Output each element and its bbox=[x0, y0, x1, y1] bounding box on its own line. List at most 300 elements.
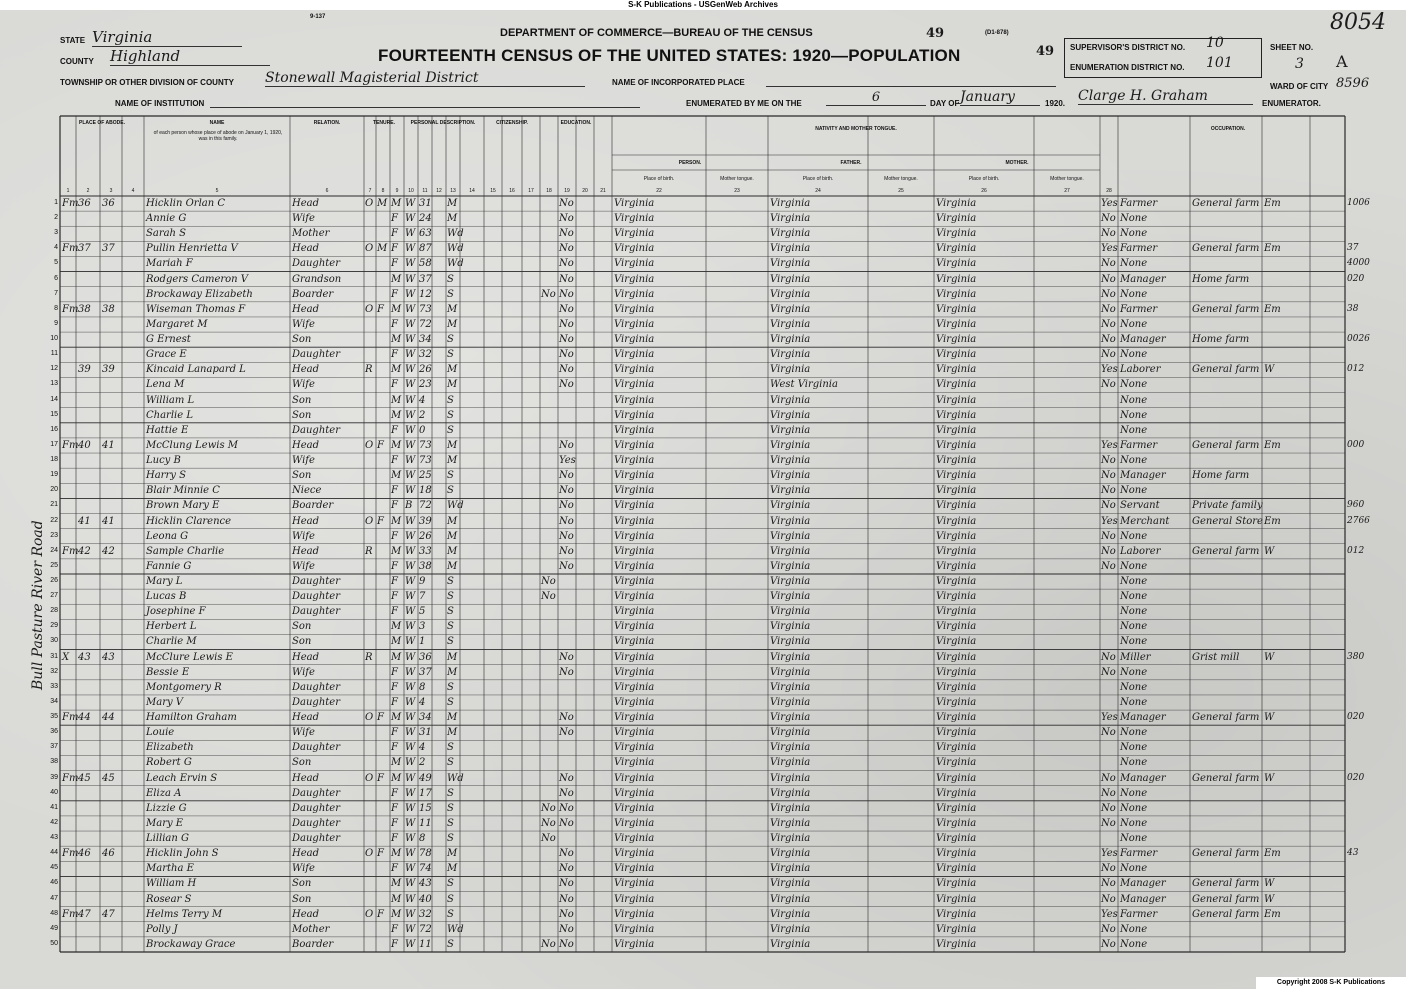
cell-mbirth: Virginia bbox=[936, 303, 977, 315]
row-number: 47 bbox=[50, 894, 58, 902]
cell-birth: Virginia bbox=[614, 500, 655, 512]
row-number: 13 bbox=[50, 380, 58, 388]
cell-mbirth: Virginia bbox=[936, 198, 977, 209]
cell-age: 39 bbox=[419, 515, 432, 527]
cell-own: O bbox=[365, 908, 374, 920]
cell-farm: Fm bbox=[62, 908, 79, 920]
cell-fbirth: Virginia bbox=[770, 621, 811, 633]
cell-trade: None bbox=[1120, 379, 1148, 391]
cell-eng: No bbox=[1101, 666, 1116, 678]
cell-trade: None bbox=[1120, 455, 1148, 467]
column-number: 18 bbox=[546, 188, 552, 194]
cell-birth: Virginia bbox=[614, 455, 655, 467]
cell-birth: Virginia bbox=[614, 666, 655, 678]
cell-race: W bbox=[405, 938, 416, 950]
cell-eng: No bbox=[1101, 258, 1116, 270]
cell-name: Annie G bbox=[146, 213, 187, 225]
cell-farm: X bbox=[62, 651, 70, 663]
col-person-tongue: Mother tongue. bbox=[720, 176, 754, 182]
cell-race: W bbox=[405, 258, 416, 270]
cell-rel: Head bbox=[292, 515, 320, 527]
cell-age: 8 bbox=[419, 681, 426, 693]
cell-rel: Mother bbox=[292, 228, 330, 240]
cell-age: 24 bbox=[419, 213, 432, 225]
cell-mbirth: Virginia bbox=[936, 288, 977, 300]
cell-name: Montgomery R bbox=[146, 681, 222, 693]
row-number: 35 bbox=[50, 713, 58, 721]
cell-name: Brockaway Elizabeth bbox=[146, 288, 253, 300]
cell-age: 5 bbox=[419, 606, 426, 618]
cell-farm: Fm bbox=[62, 772, 79, 784]
cell-sex: F bbox=[391, 591, 398, 603]
cell-mbirth: Virginia bbox=[936, 591, 977, 603]
cell-birth: Virginia bbox=[614, 394, 655, 406]
cell-name: Charlie L bbox=[146, 409, 193, 421]
cell-fam: 41 bbox=[102, 515, 115, 527]
cell-trade: Farmer bbox=[1120, 243, 1158, 255]
township-label: TOWNSHIP OR OTHER DIVISION OF COUNTY bbox=[60, 78, 234, 87]
cell-fbirth: Virginia bbox=[770, 938, 811, 950]
cell-eng: Yes bbox=[1101, 364, 1118, 376]
cell-race: W bbox=[405, 470, 416, 482]
cell-sex: M bbox=[391, 621, 402, 633]
cell-sex: F bbox=[391, 243, 398, 255]
cell-ind: Home farm bbox=[1192, 273, 1250, 285]
cell-sex: M bbox=[391, 712, 402, 724]
cell-race: W bbox=[405, 833, 416, 845]
cell-mbirth: Virginia bbox=[936, 696, 977, 708]
cell-rel: Head bbox=[292, 439, 320, 451]
cell-rel: Daughter bbox=[292, 742, 340, 754]
cell-dw: 44 bbox=[78, 712, 91, 724]
cell-age: 1 bbox=[419, 636, 426, 648]
cell-wr: No bbox=[559, 288, 574, 300]
row-number: 18 bbox=[50, 456, 58, 464]
cell-farm: Fm bbox=[62, 848, 79, 860]
cell-mbirth: Virginia bbox=[936, 424, 977, 436]
column-number: 7 bbox=[368, 188, 372, 194]
cell-trade: Manager bbox=[1120, 470, 1166, 482]
cell-rd: No bbox=[541, 802, 556, 814]
cell-mbirth: Virginia bbox=[936, 893, 977, 905]
cell-ind: General farm bbox=[1192, 198, 1260, 209]
cell-wr: No bbox=[559, 515, 574, 527]
cell-age: 87 bbox=[419, 243, 432, 255]
cell-rd: No bbox=[541, 817, 556, 829]
cell-birth: Virginia bbox=[614, 712, 655, 724]
cell-ms: M bbox=[447, 515, 458, 527]
cell-name: McClure Lewis E bbox=[146, 651, 233, 663]
cell-ms: S bbox=[447, 787, 454, 799]
state-label: STATE bbox=[60, 36, 86, 45]
cell-cls: Em bbox=[1264, 908, 1281, 920]
cell-eng: No bbox=[1101, 560, 1116, 572]
cell-trade: None bbox=[1120, 530, 1148, 542]
cell-name: Grace E bbox=[146, 349, 187, 361]
cell-age: 15 bbox=[419, 802, 432, 814]
cell-name: Robert G bbox=[146, 757, 192, 769]
cell-race: W bbox=[405, 681, 416, 693]
form-number: 9-137 bbox=[310, 14, 326, 20]
cell-fbirth: Virginia bbox=[770, 772, 811, 784]
cell-eng: No bbox=[1101, 545, 1116, 557]
row-number: 11 bbox=[50, 350, 58, 358]
cell-ms: M bbox=[447, 379, 458, 391]
cell-wr: No bbox=[559, 666, 574, 678]
cell-age: 23 bbox=[419, 379, 432, 391]
cell-own: O bbox=[365, 515, 374, 527]
cell-rel: Boarder bbox=[292, 288, 334, 300]
cell-trade: None bbox=[1120, 817, 1148, 829]
cell-birth: Virginia bbox=[614, 349, 655, 361]
cell-rel: Niece bbox=[292, 485, 322, 497]
cell-mbirth: Virginia bbox=[936, 258, 977, 270]
cell-race: W bbox=[405, 213, 416, 225]
cell-fbirth: Virginia bbox=[770, 848, 811, 860]
cell-ms: S bbox=[447, 470, 454, 482]
cell-rel: Son bbox=[292, 636, 312, 648]
cell-rel: Wife bbox=[292, 727, 315, 739]
cell-rel: Boarder bbox=[292, 500, 334, 512]
column-number: 27 bbox=[1064, 188, 1070, 194]
cell-race: W bbox=[405, 409, 416, 421]
column-number: 9 bbox=[395, 188, 399, 194]
cell-fbirth: Virginia bbox=[770, 258, 811, 270]
cell-ms: M bbox=[447, 455, 458, 467]
cell-side: 020 bbox=[1347, 273, 1365, 284]
cell-ind: General Store bbox=[1192, 515, 1263, 527]
cell-race: W bbox=[405, 757, 416, 769]
cell-wr: No bbox=[559, 802, 574, 814]
cell-rd: No bbox=[541, 833, 556, 845]
cell-rel: Daughter bbox=[292, 576, 340, 587]
cell-sex: F bbox=[391, 258, 398, 270]
row-number: 45 bbox=[50, 864, 58, 872]
cell-rel: Head bbox=[292, 712, 320, 724]
row-number: 46 bbox=[50, 879, 58, 887]
cell-birth: Virginia bbox=[614, 213, 655, 225]
cell-age: 33 bbox=[419, 545, 432, 557]
cell-age: 26 bbox=[419, 364, 432, 376]
cell-rel: Daughter bbox=[292, 787, 340, 799]
ward-label: WARD OF CITY bbox=[1270, 82, 1329, 91]
cell-mbirth: Virginia bbox=[936, 817, 977, 829]
column-number: 17 bbox=[528, 188, 534, 194]
cell-dw: 37 bbox=[78, 243, 91, 255]
cell-sex: F bbox=[391, 681, 398, 693]
cell-wr: No bbox=[559, 334, 574, 346]
cell-dw: 38 bbox=[78, 303, 91, 315]
cell-rel: Son bbox=[292, 757, 312, 769]
cell-birth: Virginia bbox=[614, 576, 655, 587]
cell-fbirth: Virginia bbox=[770, 213, 811, 225]
cell-trade: Laborer bbox=[1120, 364, 1161, 376]
township-value: Stonewall Magisterial District bbox=[265, 70, 585, 87]
cell-age: 37 bbox=[419, 273, 432, 285]
cell-rel: Son bbox=[292, 621, 312, 633]
cell-farm: Fm bbox=[62, 712, 79, 724]
cell-sex: M bbox=[391, 651, 402, 663]
cell-rel: Head bbox=[292, 303, 320, 315]
cell-age: 2 bbox=[419, 757, 426, 769]
sheet-ref-2: 49 bbox=[1036, 44, 1055, 59]
cell-ms: S bbox=[447, 288, 454, 300]
cell-fbirth: Virginia bbox=[770, 530, 811, 542]
cell-ms: M bbox=[447, 666, 458, 678]
cell-farm: Fm bbox=[62, 545, 79, 557]
row-number: 29 bbox=[50, 622, 58, 630]
cell-mort: F bbox=[377, 908, 384, 920]
cell-birth: Virginia bbox=[614, 636, 655, 648]
cell-eng: No bbox=[1101, 318, 1116, 330]
cell-fbirth: Virginia bbox=[770, 303, 811, 315]
cell-ms: S bbox=[447, 742, 454, 754]
cell-fam: 47 bbox=[102, 908, 115, 920]
row-number: 2 bbox=[54, 214, 58, 222]
cell-age: 36 bbox=[419, 651, 432, 663]
cell-mbirth: Virginia bbox=[936, 455, 977, 467]
cell-age: 8 bbox=[419, 833, 426, 845]
cell-fbirth: Virginia bbox=[770, 681, 811, 693]
cell-name: Bessie E bbox=[146, 666, 190, 678]
cell-ms: S bbox=[447, 681, 454, 693]
cell-mbirth: Virginia bbox=[936, 878, 977, 890]
cell-dw: 46 bbox=[78, 848, 91, 860]
cell-trade: None bbox=[1120, 727, 1148, 739]
cell-sex: M bbox=[391, 848, 402, 860]
cell-ms: S bbox=[447, 334, 454, 346]
cell-birth: Virginia bbox=[614, 334, 655, 346]
cell-race: W bbox=[405, 742, 416, 754]
cell-eng: No bbox=[1101, 228, 1116, 240]
cell-name: Lillian G bbox=[146, 833, 190, 845]
cell-ms: S bbox=[447, 409, 454, 421]
cell-ms: M bbox=[447, 198, 458, 209]
cell-age: 73 bbox=[419, 455, 432, 467]
cell-mbirth: Virginia bbox=[936, 349, 977, 361]
form-code: (D1-878) bbox=[985, 30, 1009, 36]
cell-age: 73 bbox=[419, 303, 432, 315]
cell-side: 020 bbox=[1347, 772, 1365, 783]
cell-fbirth: Virginia bbox=[770, 802, 811, 814]
cell-name: Brown Mary E bbox=[146, 500, 220, 512]
cell-name: Louie bbox=[146, 727, 175, 739]
cell-fbirth: Virginia bbox=[770, 742, 811, 754]
copyright-notice: Copyright 2008 S-K Publications bbox=[1256, 977, 1406, 989]
cell-mort: M bbox=[377, 198, 388, 209]
cell-trade: None bbox=[1120, 213, 1148, 225]
cell-eng: No bbox=[1101, 455, 1116, 467]
cell-fbirth: Virginia bbox=[770, 500, 811, 512]
row-number: 30 bbox=[50, 637, 58, 645]
cell-rel: Son bbox=[292, 878, 312, 890]
column-number: 21 bbox=[600, 188, 606, 194]
cell-race: W bbox=[405, 576, 416, 587]
cell-ms: S bbox=[447, 938, 454, 950]
cell-trade: None bbox=[1120, 787, 1148, 799]
cell-rel: Head bbox=[292, 364, 320, 376]
cell-cls: W bbox=[1264, 878, 1275, 890]
cell-ind: General farm bbox=[1192, 303, 1260, 315]
cell-name: Herbert L bbox=[146, 621, 197, 633]
cell-wr: No bbox=[559, 651, 574, 663]
cell-rel: Head bbox=[292, 908, 320, 920]
cell-name: Hicklin John S bbox=[146, 848, 219, 860]
col-tenure: TENURE. bbox=[373, 120, 395, 126]
cell-ms: M bbox=[447, 651, 458, 663]
cell-rel: Daughter bbox=[292, 681, 340, 693]
cell-mbirth: Virginia bbox=[936, 833, 977, 845]
cell-race: W bbox=[405, 560, 416, 572]
cell-ms: S bbox=[447, 817, 454, 829]
cell-name: Brockaway Grace bbox=[146, 938, 236, 950]
cell-mbirth: Virginia bbox=[936, 666, 977, 678]
cell-mbirth: Virginia bbox=[936, 863, 977, 875]
cell-rel: Head bbox=[292, 545, 320, 557]
cell-race: W bbox=[405, 318, 416, 330]
cell-sex: F bbox=[391, 530, 398, 542]
cell-cls: W bbox=[1264, 772, 1275, 784]
cell-eng: Yes bbox=[1101, 198, 1118, 209]
row-number: 1 bbox=[54, 199, 58, 206]
cell-race: W bbox=[405, 878, 416, 890]
cell-eng: Yes bbox=[1101, 712, 1118, 724]
row-number: 40 bbox=[50, 788, 58, 796]
cell-mbirth: Virginia bbox=[936, 848, 977, 860]
cell-sex: F bbox=[391, 228, 398, 240]
cell-race: W bbox=[405, 606, 416, 618]
cell-age: 72 bbox=[419, 500, 432, 512]
cell-age: 2 bbox=[419, 409, 426, 421]
cell-ms: S bbox=[447, 802, 454, 814]
cell-birth: Virginia bbox=[614, 560, 655, 572]
cell-sex: F bbox=[391, 455, 398, 467]
column-number: 19 bbox=[564, 188, 570, 194]
cell-trade: None bbox=[1120, 591, 1148, 603]
cell-name: Rodgers Cameron V bbox=[146, 273, 249, 285]
col-nativity: NATIVITY AND MOTHER TONGUE. bbox=[815, 126, 897, 132]
cell-ms: S bbox=[447, 636, 454, 648]
cell-name: Hicklin Clarence bbox=[146, 515, 232, 527]
cell-mbirth: Virginia bbox=[936, 712, 977, 724]
cell-birth: Virginia bbox=[614, 228, 655, 240]
col-person-birth: Place of birth. bbox=[643, 176, 675, 182]
cell-cls: Em bbox=[1264, 198, 1281, 209]
cell-wr: No bbox=[559, 908, 574, 920]
cell-birth: Virginia bbox=[614, 757, 655, 769]
cell-race: W bbox=[405, 228, 416, 240]
cell-mbirth: Virginia bbox=[936, 651, 977, 663]
cell-ms: S bbox=[447, 893, 454, 905]
cell-ind: Home farm bbox=[1192, 470, 1250, 482]
cell-mort: F bbox=[377, 303, 384, 315]
cell-age: 49 bbox=[419, 772, 432, 784]
cell-name: William H bbox=[146, 878, 197, 890]
cell-sex: F bbox=[391, 485, 398, 497]
cell-name: Blair Minnie C bbox=[146, 485, 220, 497]
cell-race: W bbox=[405, 712, 416, 724]
cell-dw: 41 bbox=[78, 515, 91, 527]
cell-fbirth: Virginia bbox=[770, 364, 811, 376]
cell-fbirth: Virginia bbox=[770, 318, 811, 330]
cell-birth: Virginia bbox=[614, 908, 655, 920]
cell-age: 4 bbox=[419, 696, 426, 708]
cell-ms: M bbox=[447, 530, 458, 542]
cell-race: W bbox=[405, 848, 416, 860]
cell-age: 34 bbox=[419, 712, 432, 724]
cell-age: 32 bbox=[419, 349, 432, 361]
archive-banner: S-K Publications - USGenWeb Archives bbox=[0, 0, 1406, 10]
cell-fam: 43 bbox=[102, 651, 115, 663]
column-number: 28 bbox=[1106, 188, 1112, 194]
cell-name: Josephine F bbox=[146, 606, 206, 618]
cell-fbirth: Virginia bbox=[770, 228, 811, 240]
cell-trade: None bbox=[1120, 863, 1148, 875]
enumeration-value: 101 bbox=[1206, 55, 1233, 71]
stamp-side: 8596 bbox=[1336, 76, 1370, 91]
cell-fbirth: Virginia bbox=[770, 817, 811, 829]
cell-mbirth: Virginia bbox=[936, 606, 977, 618]
cell-fbirth: Virginia bbox=[770, 485, 811, 497]
cell-ind: Home farm bbox=[1192, 334, 1250, 346]
cell-mort: F bbox=[377, 515, 384, 527]
cell-race: W bbox=[405, 198, 416, 209]
cell-name: Pullin Henrietta V bbox=[146, 243, 238, 255]
cell-fbirth: Virginia bbox=[770, 273, 811, 285]
cell-name: Sample Charlie bbox=[146, 545, 225, 557]
cell-dw: 42 bbox=[78, 545, 91, 557]
cell-rel: Wife bbox=[292, 379, 315, 391]
cell-mort: F bbox=[377, 712, 384, 724]
cell-birth: Virginia bbox=[614, 651, 655, 663]
cell-mbirth: Virginia bbox=[936, 681, 977, 693]
cell-ms: S bbox=[447, 757, 454, 769]
col-relation: RELATION. bbox=[313, 120, 341, 126]
cell-own: R bbox=[365, 651, 373, 663]
cell-eng: No bbox=[1101, 938, 1116, 950]
cell-wr: No bbox=[559, 485, 574, 497]
cell-birth: Virginia bbox=[614, 530, 655, 542]
cell-birth: Virginia bbox=[614, 288, 655, 300]
cell-sex: F bbox=[391, 500, 398, 512]
cell-ms: M bbox=[447, 303, 458, 315]
cell-trade: None bbox=[1120, 833, 1148, 845]
cell-fam: 45 bbox=[102, 772, 115, 784]
cell-trade: None bbox=[1120, 424, 1148, 436]
cell-dw: 43 bbox=[78, 651, 91, 663]
cell-trade: Manager bbox=[1120, 334, 1166, 346]
cell-age: 73 bbox=[419, 439, 432, 451]
cell-rel: Wife bbox=[292, 530, 315, 542]
cell-race: W bbox=[405, 817, 416, 829]
cell-ms: Wd bbox=[447, 243, 464, 255]
cell-farm: Fm bbox=[62, 198, 79, 209]
row-number: 41 bbox=[50, 803, 58, 811]
cell-birth: Virginia bbox=[614, 424, 655, 436]
cell-mbirth: Virginia bbox=[936, 318, 977, 330]
cell-fbirth: Virginia bbox=[770, 576, 811, 587]
cell-age: 26 bbox=[419, 530, 432, 542]
cell-side: 37 bbox=[1347, 243, 1359, 254]
cell-farm: Fm bbox=[62, 303, 79, 315]
cell-rel: Son bbox=[292, 394, 312, 406]
cell-sex: F bbox=[391, 787, 398, 799]
column-number: 5 bbox=[215, 188, 219, 194]
column-number: 2 bbox=[86, 188, 90, 194]
cell-name: Charlie M bbox=[146, 636, 197, 648]
cell-sex: M bbox=[391, 439, 402, 451]
row-number: 20 bbox=[50, 486, 58, 494]
